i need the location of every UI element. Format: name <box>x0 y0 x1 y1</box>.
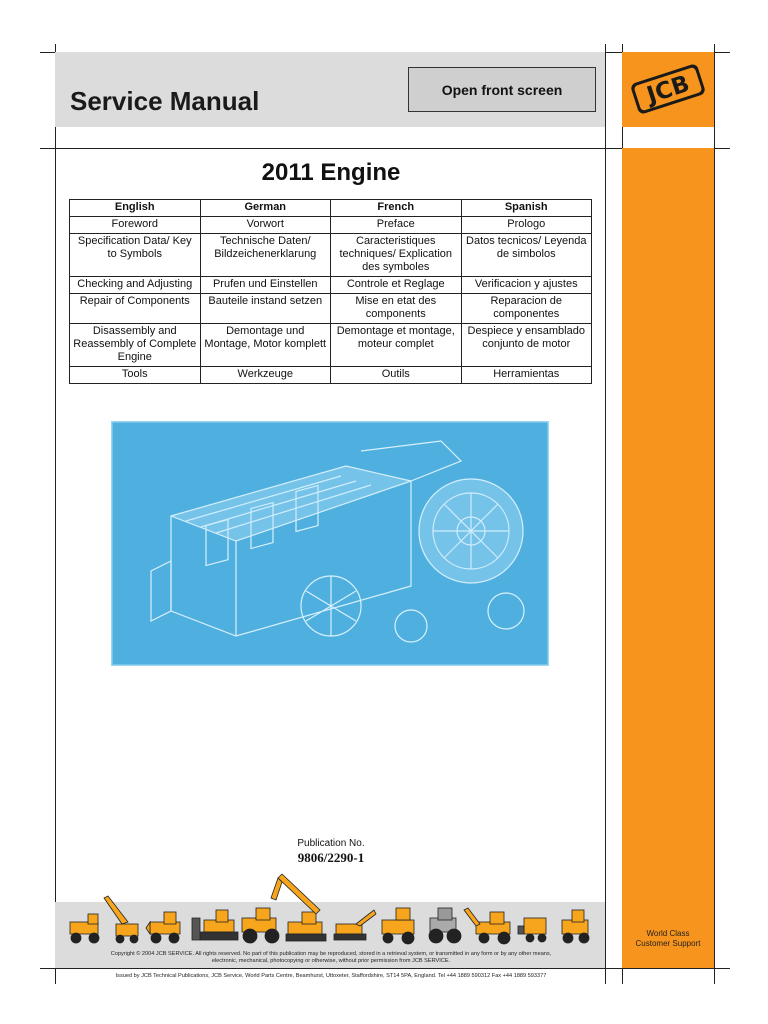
header-french: French <box>331 200 462 217</box>
cell: Bauteile instand setzen <box>200 294 331 324</box>
telehandler-icon <box>104 896 138 943</box>
caption-line-1: World Class <box>646 929 690 938</box>
cell: Vorwort <box>200 217 331 234</box>
cell: Foreword <box>70 217 201 234</box>
copyright-notice <box>62 951 600 965</box>
jcb-logo-icon <box>622 52 714 127</box>
copyright-line-2: electronic, mechanical, photocopying or otherwise, without prior permission from JCB SERVICE. <box>211 958 451 964</box>
caption-line-2: Customer Support <box>635 939 701 948</box>
crop-line-lower <box>40 968 730 969</box>
header-german: German <box>200 200 331 217</box>
dumper-icon <box>70 914 99 943</box>
cell: Tools <box>70 367 201 384</box>
cell: Outils <box>331 367 462 384</box>
cell: Technische Daten/ Bildzeichenerklarung <box>200 234 331 277</box>
publication-label: Publication No. <box>297 838 365 849</box>
cell: Datos tecnicos/ Leyenda de simbolos <box>461 234 592 277</box>
header-english: English <box>70 200 201 217</box>
mini-excavator-icon <box>334 910 376 940</box>
cell: Herramientas <box>461 367 592 384</box>
cell: Verificacion y ajustes <box>461 277 592 294</box>
cell: Prufen und Einstellen <box>200 277 331 294</box>
copyright-line-1: Copyright © 2004 JCB SERVICE. All rights reserved. No part of this publication may be reproduced, stored in a retrieval system, or transmitted in any form or by any other means, <box>110 951 552 957</box>
cell: Preface <box>331 217 462 234</box>
excavator-icon <box>271 874 326 941</box>
machine-lineup-image <box>66 870 600 950</box>
crop-line-right <box>714 44 715 984</box>
cell: Despiece y ensamblado conjunto de motor <box>461 324 592 367</box>
logo-text: JCB <box>643 70 693 109</box>
topic-label: Open front screen <box>441 81 563 98</box>
side-caption <box>622 929 714 949</box>
compact-loader-icon <box>562 910 589 943</box>
table-header-row <box>70 200 592 217</box>
skid-steer-icon <box>518 918 546 942</box>
table-row <box>70 324 592 367</box>
backhoe-icon <box>382 908 414 944</box>
cell: Werkzeuge <box>200 367 331 384</box>
table-row <box>70 277 592 294</box>
orange-side-band <box>622 148 714 968</box>
page-title: Service Manual <box>70 86 260 116</box>
cell: Caracteristiques techniques/ Explication des symboles <box>331 234 462 277</box>
table-row <box>70 367 592 384</box>
language-table <box>69 199 592 384</box>
dozer-icon <box>192 910 238 940</box>
cell: Prologo <box>461 217 592 234</box>
table-row <box>70 234 592 277</box>
header-spanish: Spanish <box>461 200 592 217</box>
cell: Controle et Reglage <box>331 277 462 294</box>
loader-icon <box>146 912 180 943</box>
backhoe-loader-icon <box>464 908 510 944</box>
cell: Reparacion de componentes <box>461 294 592 324</box>
table-row <box>70 294 592 324</box>
wheel-loader-icon <box>242 908 279 943</box>
document-title: 2011 Engine <box>261 159 401 186</box>
cell: Specification Data/ Key to Symbols <box>70 234 201 277</box>
tractor-icon <box>429 908 461 943</box>
topic-box <box>408 67 596 112</box>
cell: Disassembly and Reassembly of Complete Engine <box>70 324 201 367</box>
logo-panel <box>622 52 714 127</box>
table-row <box>70 217 592 234</box>
cell: Mise en etat des components <box>331 294 462 324</box>
cell: Checking and Adjusting <box>70 277 201 294</box>
issued-by-line: Issued by JCB Technical Publications, JCB Service, World Parts Centre, Beamhurst, Uttoxeter, Staffordshire, ST14 5PA, England. Tel +44 1889 590312 Fax +44 1889 593377 <box>115 973 547 979</box>
cell: Demontage et montage, moteur complet <box>331 324 462 367</box>
publication-number: 9806/2290-1 <box>297 850 365 865</box>
cell: Demontage und Montage, Motor komplett <box>200 324 331 367</box>
cell: Repair of Components <box>70 294 201 324</box>
engine-blueprint-image <box>111 421 549 666</box>
